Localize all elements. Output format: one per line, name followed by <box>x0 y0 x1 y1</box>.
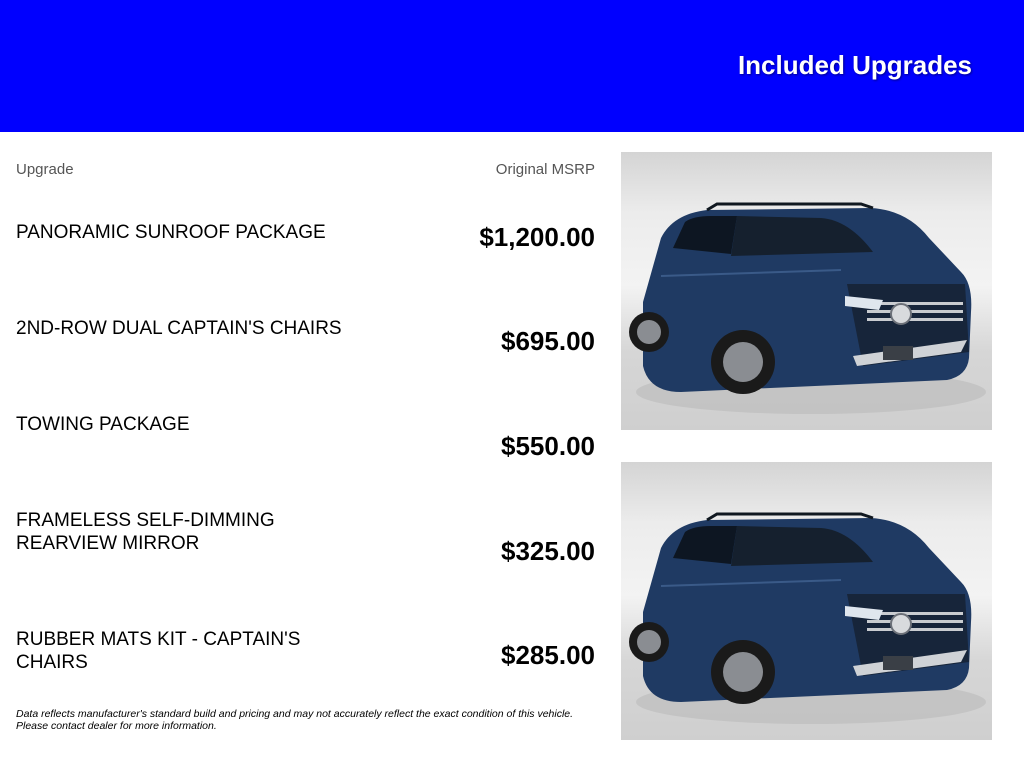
upgrade-name: FRAMELESS SELF-DIMMING REARVIEW MIRROR <box>16 510 275 554</box>
upgrade-name: RUBBER MATS KIT - CAPTAIN'S CHAIRS <box>16 629 301 673</box>
vehicle-photo-icon <box>621 152 992 430</box>
msrp-column-header: Original MSRP <box>495 161 595 178</box>
disclaimer-text: Data reflects manufacturer's standard build and pricing and may not accurately reflect the exact condition of this vehicle. Please contact dealer for more information. <box>16 708 574 732</box>
upgrade-column-header: Upgrade <box>16 161 74 178</box>
upgrade-name: 2ND-ROW DUAL CAPTAIN'S CHAIRS <box>16 318 342 339</box>
upgrade-price: $285.00 <box>501 640 595 670</box>
upgrade-price: $695.00 <box>501 326 595 356</box>
header-banner <box>0 0 1024 132</box>
upgrade-name: TOWING PACKAGE <box>16 414 190 435</box>
page-title: Included Upgrades <box>737 50 972 80</box>
upgrade-price: $1,200.00 <box>479 222 595 252</box>
upgrade-price: $325.00 <box>501 536 595 566</box>
upgrade-price: $550.00 <box>501 431 595 461</box>
upgrade-name: PANORAMIC SUNROOF PACKAGE <box>16 222 326 243</box>
vehicle-photo-icon <box>621 462 992 740</box>
